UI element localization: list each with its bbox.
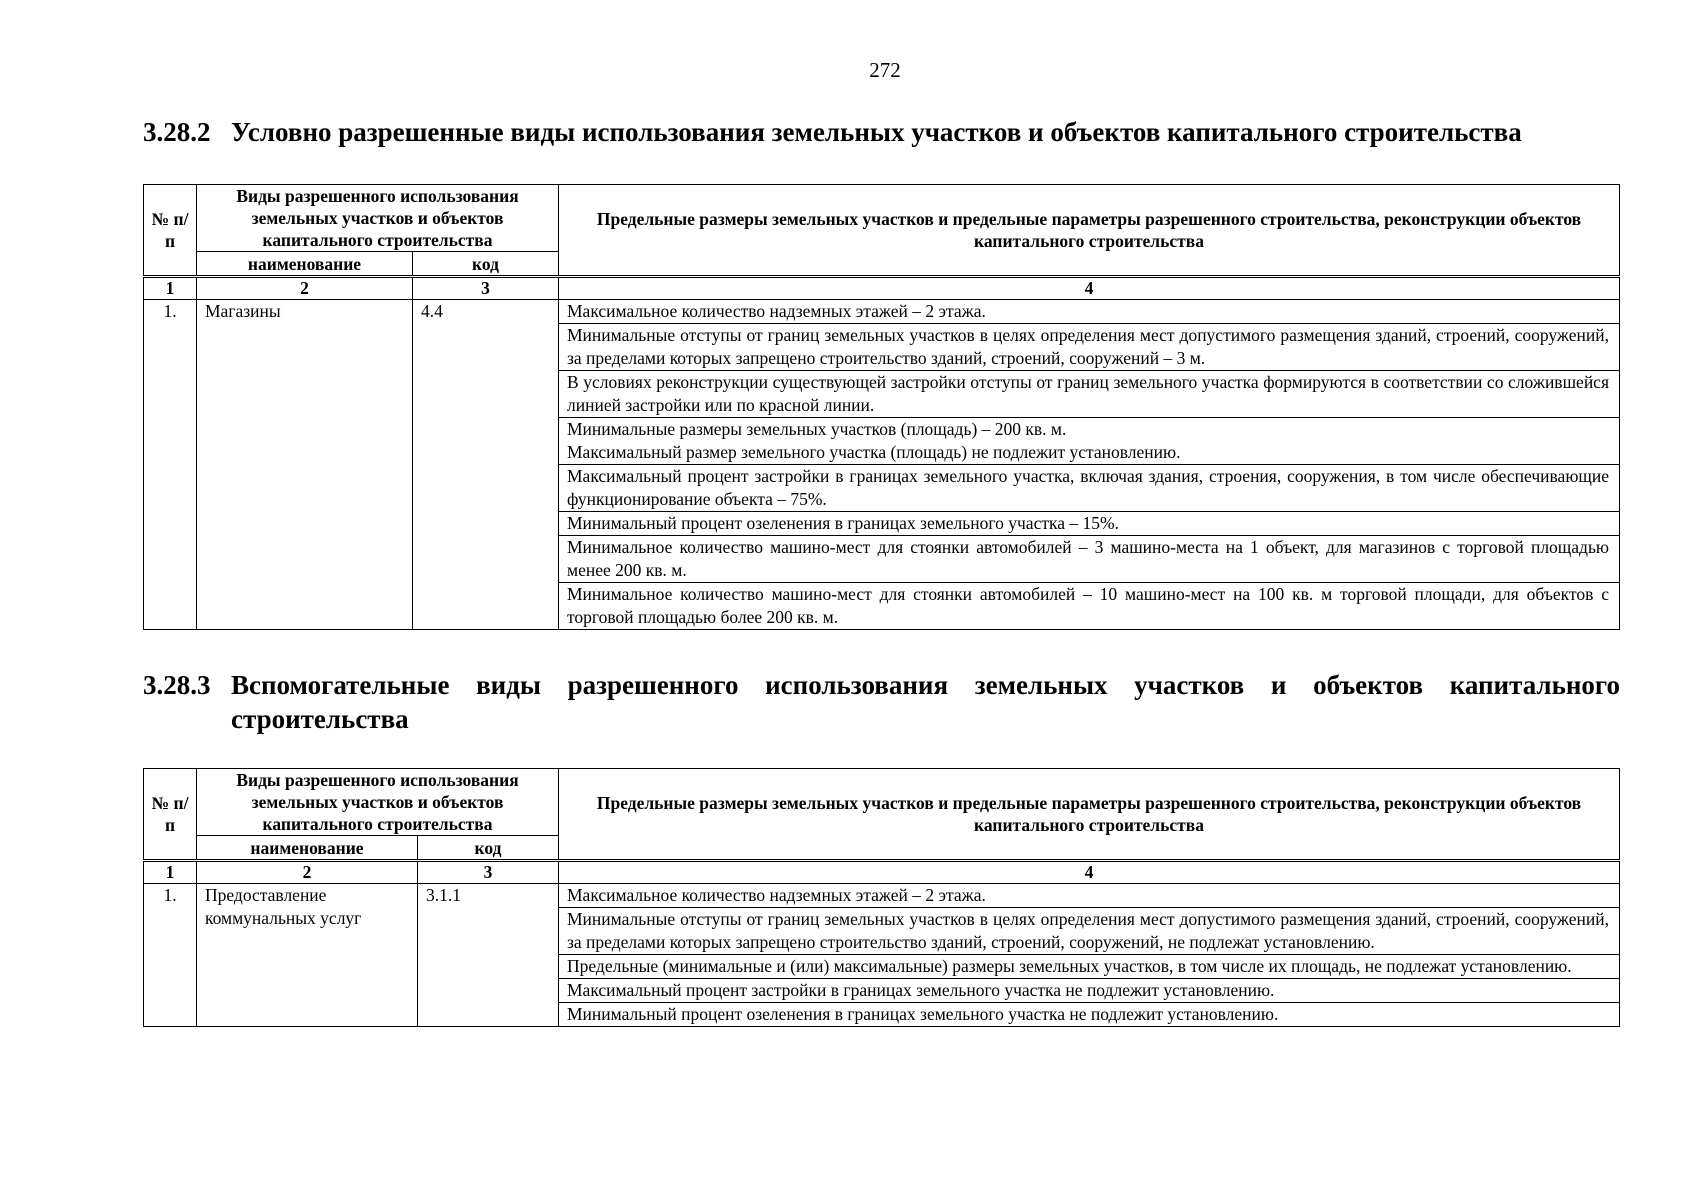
section-number: 3.28.2 (143, 117, 211, 147)
parameter-cell: Минимальное количество машино-мест для стоянки автомобилей – 3 машино-места на 1 объект, для магазинов с торговой площадью менее 200 кв. м. (559, 536, 1620, 583)
header-code: код (418, 836, 559, 861)
parameter-cell: Максимальное количество надземных этажей – 2 этажа. (559, 884, 1620, 908)
section-heading-auxiliary-uses (143, 668, 1620, 736)
row-number: 1. (144, 884, 197, 1027)
parameter-line: Минимальные размеры земельных участков (площадь) – 200 кв. м. (567, 419, 1067, 439)
page-number: 272 (869, 58, 901, 82)
table-header-row (144, 769, 1620, 836)
section-title-text: Условно разрешенные виды использования земельных участков и объектов капитального строительства (231, 117, 1522, 147)
parameter-cell: Максимальный процент застройки в границах земельного участка, включая здания, строения, сооружения, в том числе обеспечивающие функционирование объекта – 75%. (559, 465, 1620, 512)
table-row (144, 884, 1620, 908)
table-row (144, 300, 1620, 324)
header-num: № п/п (144, 769, 197, 861)
col-number: 4 (559, 277, 1620, 300)
auxiliary-uses-table (143, 768, 1620, 1027)
conditional-uses-table (143, 184, 1620, 630)
row-number: 1. (144, 300, 197, 630)
parameter-cell: Минимальное количество машино-мест для стоянки автомобилей – 10 машино-мест на 100 кв. м торговой площади, для объектов с торговой площадью более 200 кв. м. (559, 583, 1620, 630)
use-code: 3.1.1 (418, 884, 559, 1027)
parameter-cell (559, 418, 1620, 465)
parameter-cell: Максимальное количество надземных этажей – 2 этажа. (559, 300, 1620, 324)
section-title-text: Вспомогательные виды разрешенного использования земельных участков и объектов капитального (231, 670, 1620, 700)
header-code: код (413, 252, 559, 277)
header-params: Предельные размеры земельных участков и предельные параметры разрешенного строительства, реконструкции объектов капитального строительства (559, 769, 1620, 861)
parameter-line: Максимальный размер земельного участка (площадь) не подлежит установлению. (567, 442, 1181, 462)
parameter-cell: В условиях реконструкции существующей застройки отступы от границ земельного участка формируются в соответствии со сложившейся линией застройки или по красной линии. (559, 371, 1620, 418)
parameter-cell: Минимальный процент озеленения в границах земельного участка не подлежит установлению. (559, 1003, 1620, 1027)
parameter-cell: Минимальные отступы от границ земельных участков в целях определения мест допустимого размещения зданий, строений, сооружений, за пределами которых запрещено строительство зданий, строений, сооружений, не подлежат установлению. (559, 908, 1620, 955)
col-number: 2 (197, 861, 418, 884)
parameter-cell: Максимальный процент застройки в границах земельного участка не подлежит установлению. (559, 979, 1620, 1003)
use-name: Магазины (197, 300, 413, 630)
col-number: 1 (144, 277, 197, 300)
use-code: 4.4 (413, 300, 559, 630)
use-name: Предоставление коммунальных услуг (197, 884, 418, 1027)
parameter-cell: Минимальный процент озеленения в границах земельного участка – 15%. (559, 512, 1620, 536)
header-num: № п/п (144, 185, 197, 277)
header-name: наименование (197, 836, 418, 861)
section-heading-line (143, 668, 1620, 702)
section-number: 3.28.3 (143, 670, 211, 700)
parameter-cell: Минимальные отступы от границ земельных участков в целях определения мест допустимого размещения зданий, строений, сооружений, за пределами которых запрещено строительство зданий, строений, сооружений – 3 м. (559, 324, 1620, 371)
parameter-cell: Предельные (минимальные и (или) максимальные) размеры земельных участков, в том числе их площадь, не подлежат установлению. (559, 955, 1620, 979)
col-number: 4 (559, 861, 1620, 884)
header-types: Виды разрешенного использования земельных участков и объектов капитального строительства (197, 185, 559, 252)
column-number-row (144, 277, 1620, 300)
col-number: 3 (413, 277, 559, 300)
header-params: Предельные размеры земельных участков и предельные параметры разрешенного строительства, реконструкции объектов капитального строительства (559, 185, 1620, 277)
header-name: наименование (197, 252, 413, 277)
section-title-continuation: строительства (231, 704, 409, 734)
column-number-row (144, 861, 1620, 884)
col-number: 1 (144, 861, 197, 884)
col-number: 2 (197, 277, 413, 300)
header-types: Виды разрешенного использования земельных участков и объектов капитального строительства (197, 769, 559, 836)
table-header-row (144, 185, 1620, 252)
section-heading-conditional-uses (143, 115, 1620, 149)
col-number: 3 (418, 861, 559, 884)
